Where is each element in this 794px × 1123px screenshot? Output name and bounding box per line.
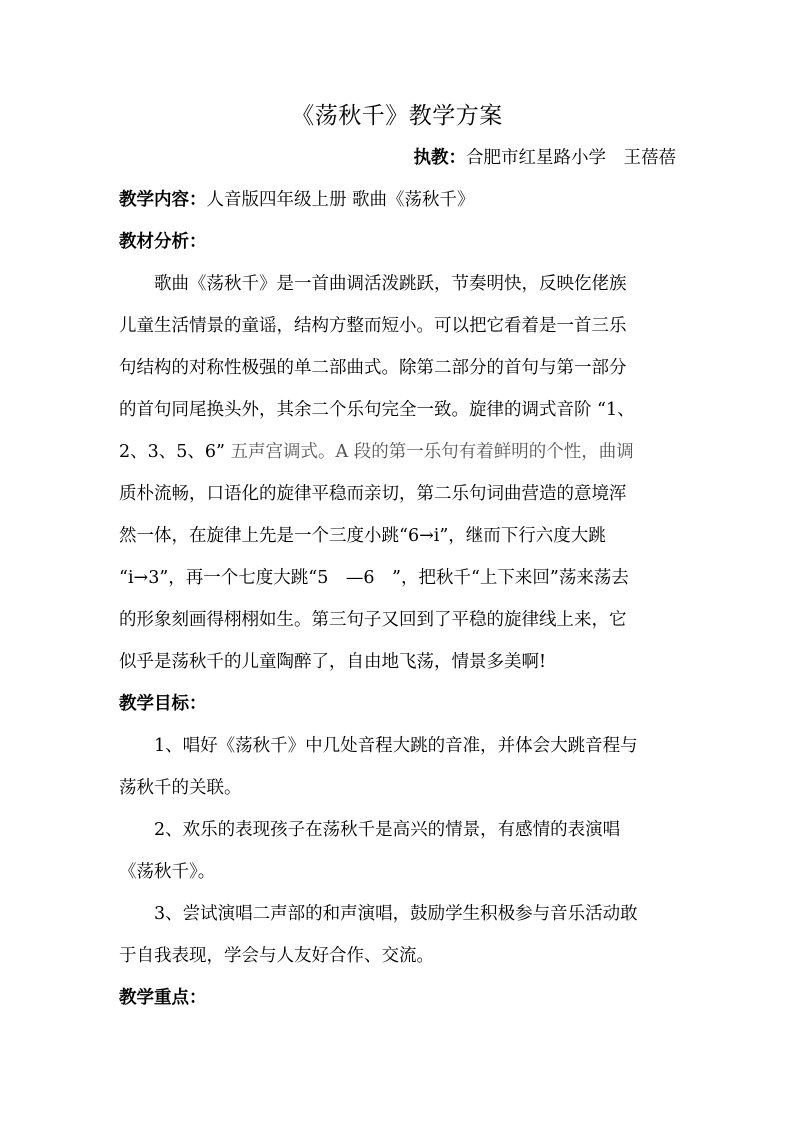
analysis-line: 的形象刻画得栩栩如生。第三句子又回到了平稳的旋律线上来，它 (119, 610, 627, 630)
scale-notes: 2、3、5、6” (119, 442, 225, 462)
content-line (119, 187, 475, 213)
author-line (414, 145, 677, 171)
goals-heading: 教学目标： (119, 694, 207, 714)
key-points-heading: 教学重点： (119, 988, 207, 1008)
goal-line: 《荡秋千》。 (119, 862, 216, 882)
analysis-line: 质朴流畅，口语化的旋律平稳而亲切，第二乐句词曲营造的意境浑 (119, 484, 627, 504)
goal-line: 1、唱好《荡秋千》中几处音程大跳的音准，并体会大跳音程与 (119, 736, 638, 756)
goal-line: 2、欢乐的表现孩子在荡秋千是高兴的情景，有感情的表演唱 (119, 820, 621, 840)
analysis-line: 的首句同尾换头外，其余二个乐句完全一致。旋律的调式音阶 “1、 (119, 400, 635, 420)
analysis-heading: 教材分析： (119, 232, 207, 252)
analysis-line: 然一体，在旋律上先是一个三度小跳“6→i”，继而下行六度大跳 (119, 526, 606, 546)
author-value: 合肥市红星路小学 王蓓蓓 (466, 148, 676, 168)
author-label: 执教： (413, 148, 466, 168)
analysis-line: 儿童生活情景的童谣，结构方整而短小。可以把它看着是一首三乐 (119, 316, 627, 336)
analysis-line (119, 439, 634, 465)
analysis-line: “i→3”，再一个七度大跳“5 —6 ”，把秋千“上下来回”荡来荡去 (119, 568, 629, 588)
analysis-line: 似乎是荡秋千的儿童陶醉了，自由地飞荡，情景多美啊! (119, 652, 547, 672)
goal-line: 于自我表现，学会与人友好合作、交流。 (119, 946, 434, 966)
goal-line: 荡秋千的关联。 (119, 778, 242, 798)
content-value: 人音版四年级上册 歌曲《荡秋千》 (206, 190, 475, 210)
document-title: 《荡秋千》教学方案 (291, 103, 503, 129)
analysis-line-rest: 五声宫调式。A 段的第一乐句有着鲜明的个性，曲调 (230, 442, 634, 462)
content-label: 教学内容： (119, 190, 207, 210)
analysis-line: 歌曲《荡秋千》是一首曲调活泼跳跃，节奏明快，反映仡佬族 (119, 274, 627, 294)
analysis-line: 句结构的对称性极强的单二部曲式。除第二部分的首句与第一部分 (119, 358, 627, 378)
goal-line: 3、尝试演唱二声部的和声演唱，鼓励学生积极参与音乐活动敢 (119, 904, 638, 924)
